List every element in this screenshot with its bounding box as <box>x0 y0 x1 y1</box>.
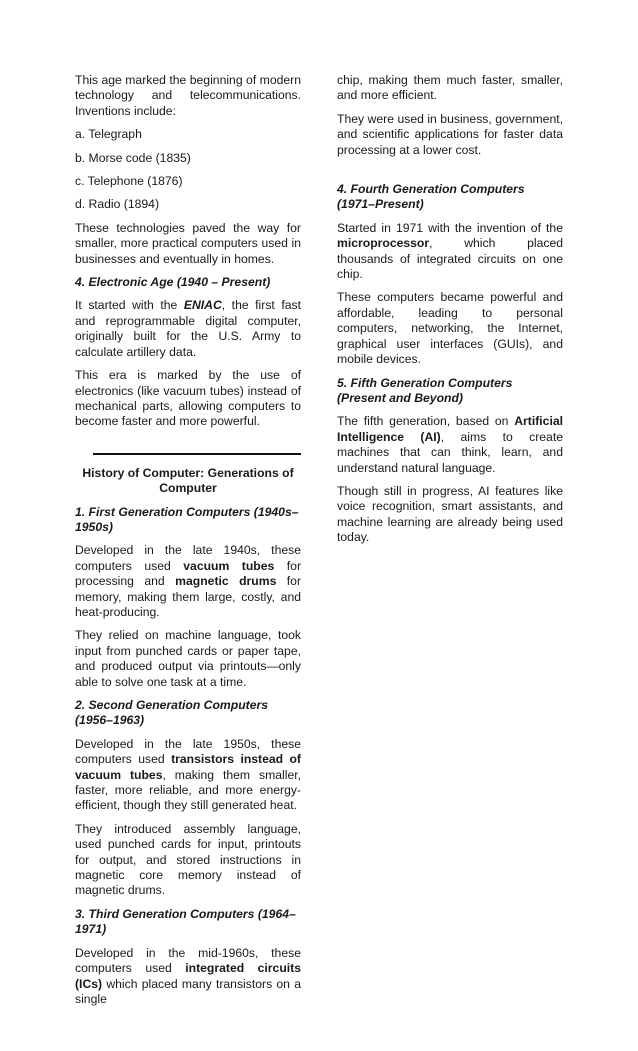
text-run: The fifth generation, based on <box>337 414 515 429</box>
text-run: , which placed thousands of integrated circuits on one chip. <box>337 236 563 282</box>
paragraph: These technologies paved the way for smaller, more practical computers used in businesses and eventually in homes. <box>75 220 301 266</box>
text-run-bold: microprocessor <box>337 236 430 251</box>
paragraph <box>75 298 301 360</box>
section-heading-fourth-gen: 4. Fourth Generation Computers (1971–Present) <box>337 182 525 212</box>
paragraph: They were used in business, government, and scientific applications for faster data processing at a lower cost. <box>337 111 563 157</box>
text-run: Started in 1971 with the invention of the <box>337 220 563 235</box>
paragraph: They relied on machine language, took input from punched cards or paper tape, and produced output via printouts—only able to solve one task at a time. <box>75 628 301 689</box>
generations-title: History of Computer: Generations of Computer <box>82 465 294 496</box>
paragraph: Though still in progress, AI features like voice recognition, smart assistants, and machine learning are already being used today. <box>337 483 563 545</box>
paragraph <box>75 737 301 814</box>
text-run: for memory, making them large, costly, and heat-producing. <box>75 574 302 619</box>
text-run: , making them smaller, faster, more reliable, and more energy-efficient, though they still generated heat. <box>75 767 301 813</box>
section-heading-electronic-age: 4. Electronic Age (1940 – Present) <box>75 275 271 290</box>
text-run-bold: transistors instead of vacuum tubes <box>75 752 301 782</box>
text-run: , the first fast and reprogrammable digital computer, originally built for the U.S. Army to calculate artillery data. <box>75 298 301 359</box>
section-heading-second-gen: 2. Second Generation Computers (1956–1963) <box>75 698 269 728</box>
paragraph: These computers became powerful and affordable, leading to personal computers, networking, the Internet, graphical user interfaces (GUIs), and mobile devices. <box>337 290 563 367</box>
text-run: Developed in the late 1940s, these computers used <box>75 543 301 573</box>
text-run: , aims to create machines that can think, learn, and understand natural language. <box>337 429 563 475</box>
text-run-bold: Artificial Intelligence (AI) <box>337 414 563 444</box>
section-divider <box>93 453 301 455</box>
paragraph <box>75 946 301 1008</box>
section-heading-third-gen: 3. Third Generation Computers (1964–1971) <box>75 906 296 937</box>
text-run: Developed in the mid-1960s, these computers used <box>75 945 301 976</box>
paragraph: This era is marked by the use of electronics (like vacuum tubes) instead of mechanical parts, allowing computers to become faster and more powerful. <box>75 368 301 429</box>
text-run-bold: integrated circuits (ICs) <box>75 961 301 991</box>
list-item: b. Morse code (1835) <box>75 150 191 165</box>
intro-paragraph: This age marked the beginning of modern technology and telecommunications. Inventions include: <box>75 73 301 118</box>
text-run-bold: magnetic drums <box>175 574 277 589</box>
section-heading-fifth-gen: 5. Fifth Generation Computers (Present and Beyond) <box>337 375 513 405</box>
paragraph: They introduced assembly language, used punched cards for input, printouts for output, and stored instructions in magnetic core memory instead of magnetic drums. <box>75 821 301 898</box>
section-heading-first-gen: 1. First Generation Computers (1940s–1950s) <box>75 504 299 534</box>
list-item: a. Telegraph <box>75 127 142 142</box>
right-column <box>337 73 563 554</box>
list-item: c. Telephone (1876) <box>75 174 183 189</box>
left-column <box>75 73 301 1015</box>
paragraph <box>337 221 563 283</box>
text-run-bold: vacuum tubes <box>183 558 275 573</box>
text-run: Developed in the late 1950s, these computers used <box>75 736 301 767</box>
text-run: It started with the <box>75 298 184 313</box>
list-item: d. Radio (1894) <box>75 197 160 212</box>
text-run-bold: ENIAC <box>183 298 222 313</box>
paragraph <box>75 543 301 620</box>
text-run: which placed many transistors on a single <box>75 976 301 1006</box>
text-run: for processing and <box>75 558 302 589</box>
paragraph: chip, making them much faster, smaller, and more efficient. <box>337 73 563 103</box>
spacer <box>337 166 563 182</box>
paragraph <box>337 414 563 476</box>
